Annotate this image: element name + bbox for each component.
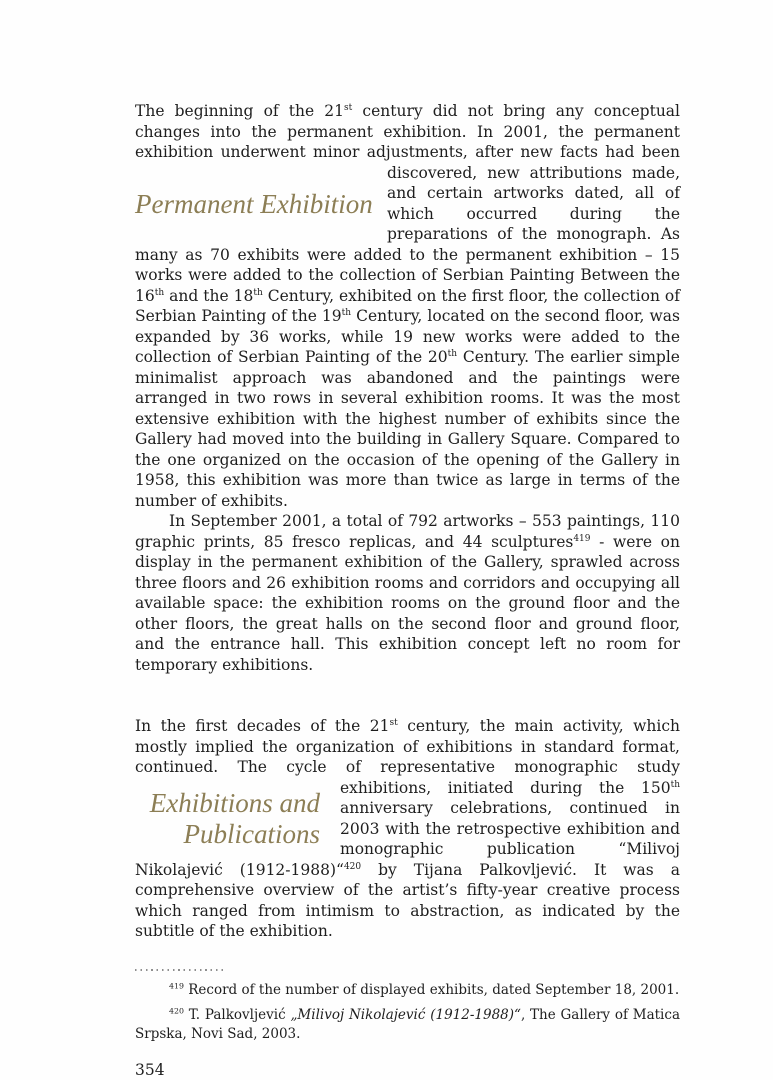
section-heading-permanent-exhibition <box>135 163 387 245</box>
paragraph-text-before-heading: In the first decades of the 21st century, the main activity, which mostly implied the organization of exhibitions in standard format, continued. The cycle of representative monographic study exhibitions, initiated during the <box>135 717 680 797</box>
section-heading-text: Exhibitions and Publications <box>149 787 320 849</box>
paragraph-text-after-heading: 150th anniversary celebrations, continued in 2003 with the retrospective exhibition and monographic publication “Milivoj Nikolajević (1912-1988)“$^{420}$ by Tijana Palkovljević. It was a comprehensive overview of the artist’s fifty-year creative process which ranged from intimism to abstraction, as indicated by the subtitle of the exhibition. <box>135 778 681 940</box>
footnote-420: $^{420}$ T. Palkovljević „Milivoj Nikolajević (1912-1988)“, The Gallery of Matica Srpska, Novi Sad, 2003. <box>135 1006 680 1042</box>
paragraph-text-before-heading: The beginning of the 21st century did not bring any conceptual changes into the permanent exhibition. In 2001, the permanent exhibition underwent minor adjustments, after new facts had been discovered, new attributions <box>135 102 680 182</box>
paragraph-text-after-heading: made, and certain artworks dated, all of which occurred during the preparations of the monograph. As many as 70 exhibits were added to the permanent exhibition – 15 works were added to the collection of Serbian Painting Between the 16th and the 18th Century, exhibited on the first floor, the collection of Serbian Painting of the 19th Century, located on the second floor, was expanded by 36 works, while 19 new works were added to the collection of Serbian Painting of the 20th Century. The earlier simple minimalist approach was abandoned and the paintings were arranged in two rows in several exhibition rooms. It was the most extensive exhibition with the highest number of exhibits since the Gallery had moved into the building in Gallery Square. Compared to the one organized on the occasion of the opening of the Gallery in 1958, this exhibition was more than twice as large in terms of the number of exhibits. <box>135 163 680 510</box>
paragraph-september-2001: In September 2001, a total of 792 artworks – 553 paintings, 110 graphic prints, 85 fresco replicas, and 44 sculptures$^{419}$ - were on display in the permanent exhibition of the Gallery, sprawled across three floors and 26 exhibition rooms and corridors and occupying all available space: the exhibition rooms on the ground floor and the other floors, the great halls on the second floor and ground floor, and the entrance hall. This exhibition concept left no room for temporary exhibitions. <box>135 512 680 674</box>
page-number: 354 <box>135 1060 165 1079</box>
paragraph-permanent-exhibition <box>135 101 680 511</box>
footnote-separator <box>135 969 223 971</box>
section-heading-exhibitions-and-publications <box>135 778 340 860</box>
footnote-419: $^{419}$ Record of the number of displayed exhibits, dated September 18, 2001. <box>169 981 680 998</box>
paragraph-exhibitions-publications <box>135 716 680 942</box>
section-heading-text: Permanent Exhibition <box>135 188 373 219</box>
